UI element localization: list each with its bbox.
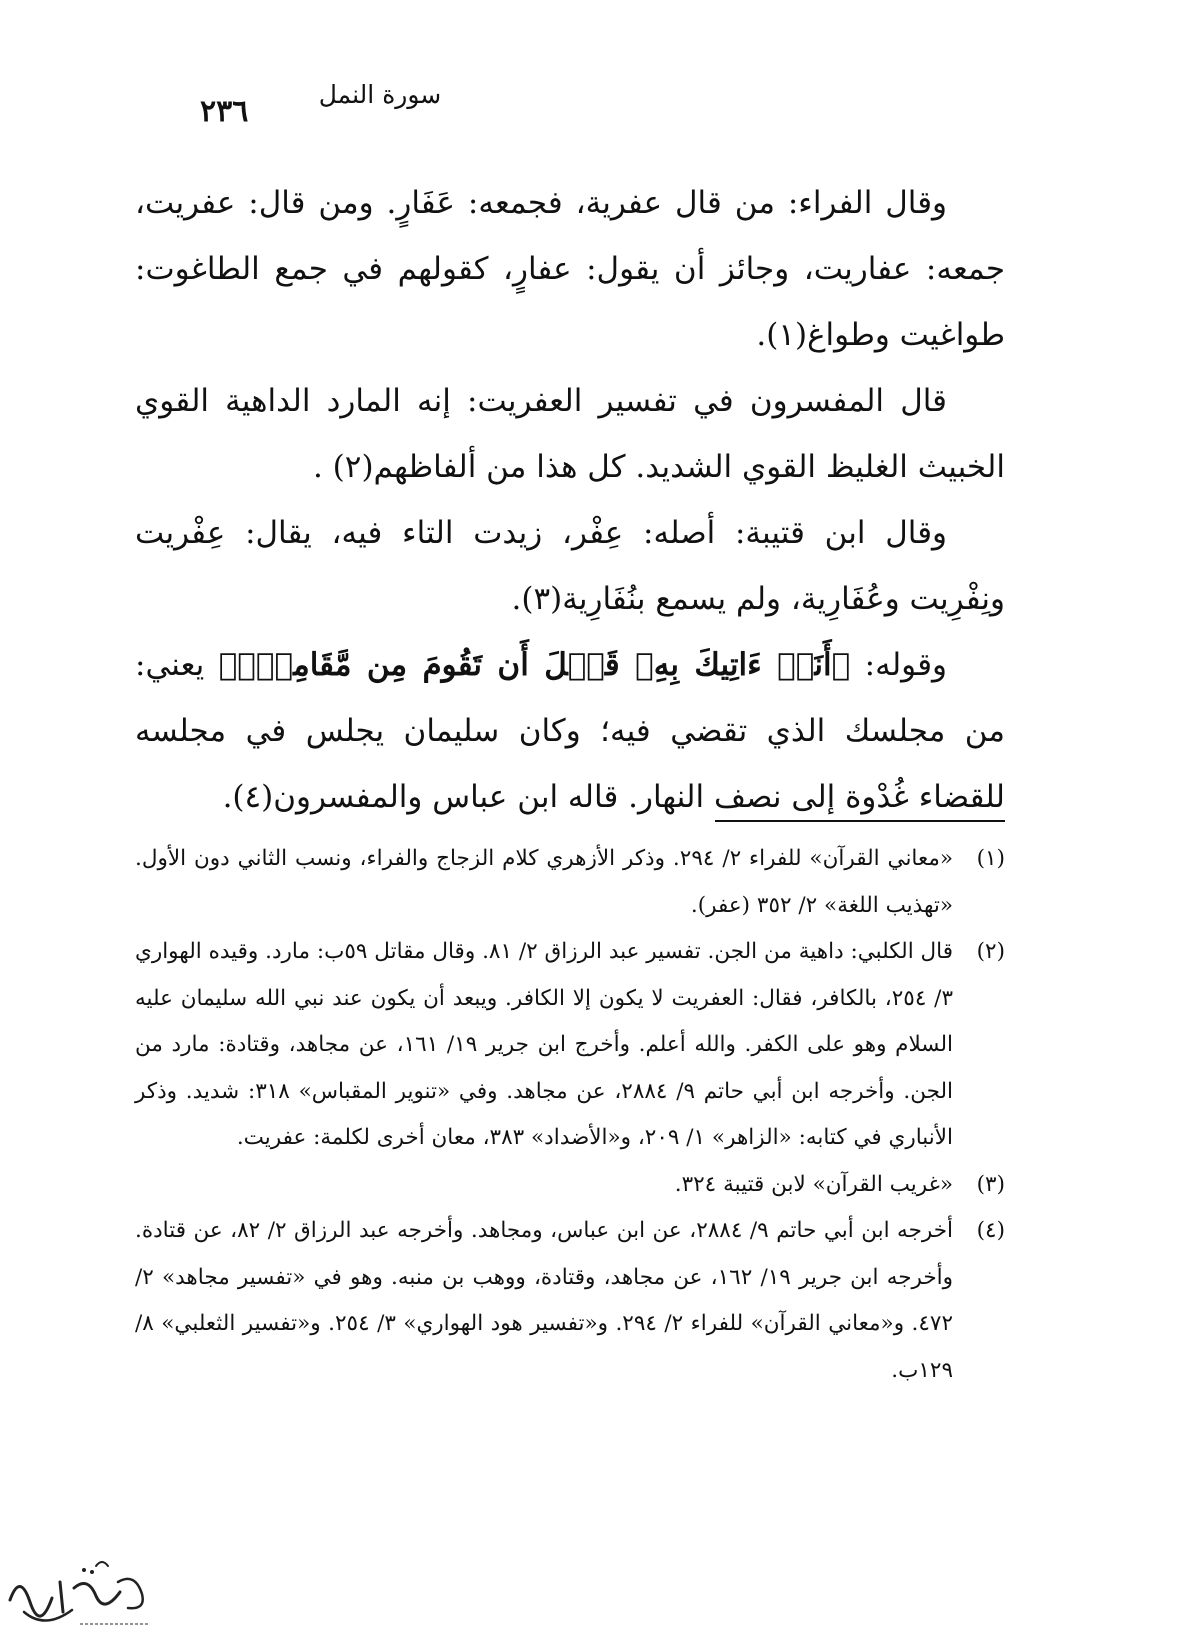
paragraph-lead-text: وقوله: [850, 647, 947, 683]
paragraph-qawluhu [135, 632, 1005, 830]
calligraphy-logo-stamp [0, 1552, 170, 1644]
footnote-text: «غريب القرآن» لابن قتيبة ٣٢٤. [674, 1171, 953, 1197]
footnote-text: «معاني القرآن» للفراء ٢/ ٢٩٤. وذكر الأزهري كلام الزجاج والفراء، ونسب الثاني دون الأول. «تهذيب اللغة» ٢/ ٣٥٢ (عفر). [135, 846, 954, 918]
footnote-marker: (٤) [976, 1218, 1005, 1243]
footnote-separator [715, 820, 1005, 822]
footnote-marker: (٣) [976, 1171, 1005, 1197]
footnotes [135, 836, 1005, 1394]
footnote [135, 1208, 1005, 1394]
paragraph-farra: وقال الفراء: من قال عفرية، فجمعه: عَفَارٍ. ومن قال: عفريت، جمعه: عفاريت، وجائز أن يقول: عفارٍ، كقولهم في جمع الطاغوت: طواغيت وطواغ(١). [135, 185, 1005, 353]
footnote [135, 836, 1005, 929]
surah-title: سورة النمل [318, 80, 442, 109]
page-header [200, 80, 1000, 140]
paragraph-ibn-qutayba: وقال ابن قتيبة: أصله: عِفْر، زيدت التاء فيه، يقال: عِفْريت ونِفْرِيت وعُفَارِية، ولم يسمع بنُفَارِية(٣). [135, 515, 1005, 617]
paragraph-commentary: يعني: من مجلسك الذي تقضي فيه؛ وكان سليمان يجلس في مجلسه للقضاء غُدْوة إلى نصف النهار. قاله ابن عباس والمفسرون(٤). [135, 647, 1005, 815]
paragraph-mufassirun: قال المفسرون في تفسير العفريت: إنه المارد الداهية القوي الخبيث الغليظ القوي الشديد. كل هذا من ألفاظهم(٢) . [135, 383, 1005, 485]
footnote-text: قال الكلبي: داهية من الجن. تفسير عبد الرزاق ٢/ ٨١. وقال مقاتل ٥٩ب: مارد. وقيده الهواري ٣/ ٢٥٤، بالكافر، فقال: العفريت لا يكون إلا الكافر. ويبعد أن يكون عند نبي الله سليمان عليه السلام وهو على الكفر. والله أعلم. وأخرج ابن جرير ١٩/ ١٦١، عن مجاهد، وقتادة: مارد من الجن. وأخرجه ابن أبي حاتم ٩/ ٢٨٨٤، عن مجاهد. وفي «تنوير المقباس» ٣١٨: شديد. وذكر الأنباري في كتابه: «الزاهر» ١/ ٢٠٩، و«الأضداد» ٣٨٣، معان أخرى لكلمة: عفريت. [135, 939, 954, 1150]
footnote [135, 929, 1005, 1162]
footnote-marker: (٢) [976, 939, 1005, 964]
footnote-marker: (١) [976, 846, 1005, 871]
quran-verse: ﴿أَنَا۠ ءَاتِيكَ بِهِۦ قَبۡلَ أَن تَقُومَ مِن مَّقَامِكَۖ﴾ [218, 647, 851, 683]
footnote [135, 1162, 1005, 1209]
footnote-text: أخرجه ابن أبي حاتم ٩/ ٢٨٨٤، عن ابن عباس، ومجاهد. وأخرجه عبد الرزاق ٢/ ٨٢، عن قتادة. وأخرجه ابن جرير ١٩/ ١٦٢، عن مجاهد، وقتادة، ووهب بن منبه. وهو في «تفسير مجاهد» ٢/ ٤٧٢. و«معاني القرآن» للفراء ٢/ ٢٩٤. و«تفسير هود الهواري» ٣/ ٢٥٤. و«تفسير الثعلبي» ٨/ ١٢٩ب. [135, 1218, 954, 1383]
page-number: ٢٣٦ [200, 94, 249, 129]
main-text [135, 170, 1005, 830]
